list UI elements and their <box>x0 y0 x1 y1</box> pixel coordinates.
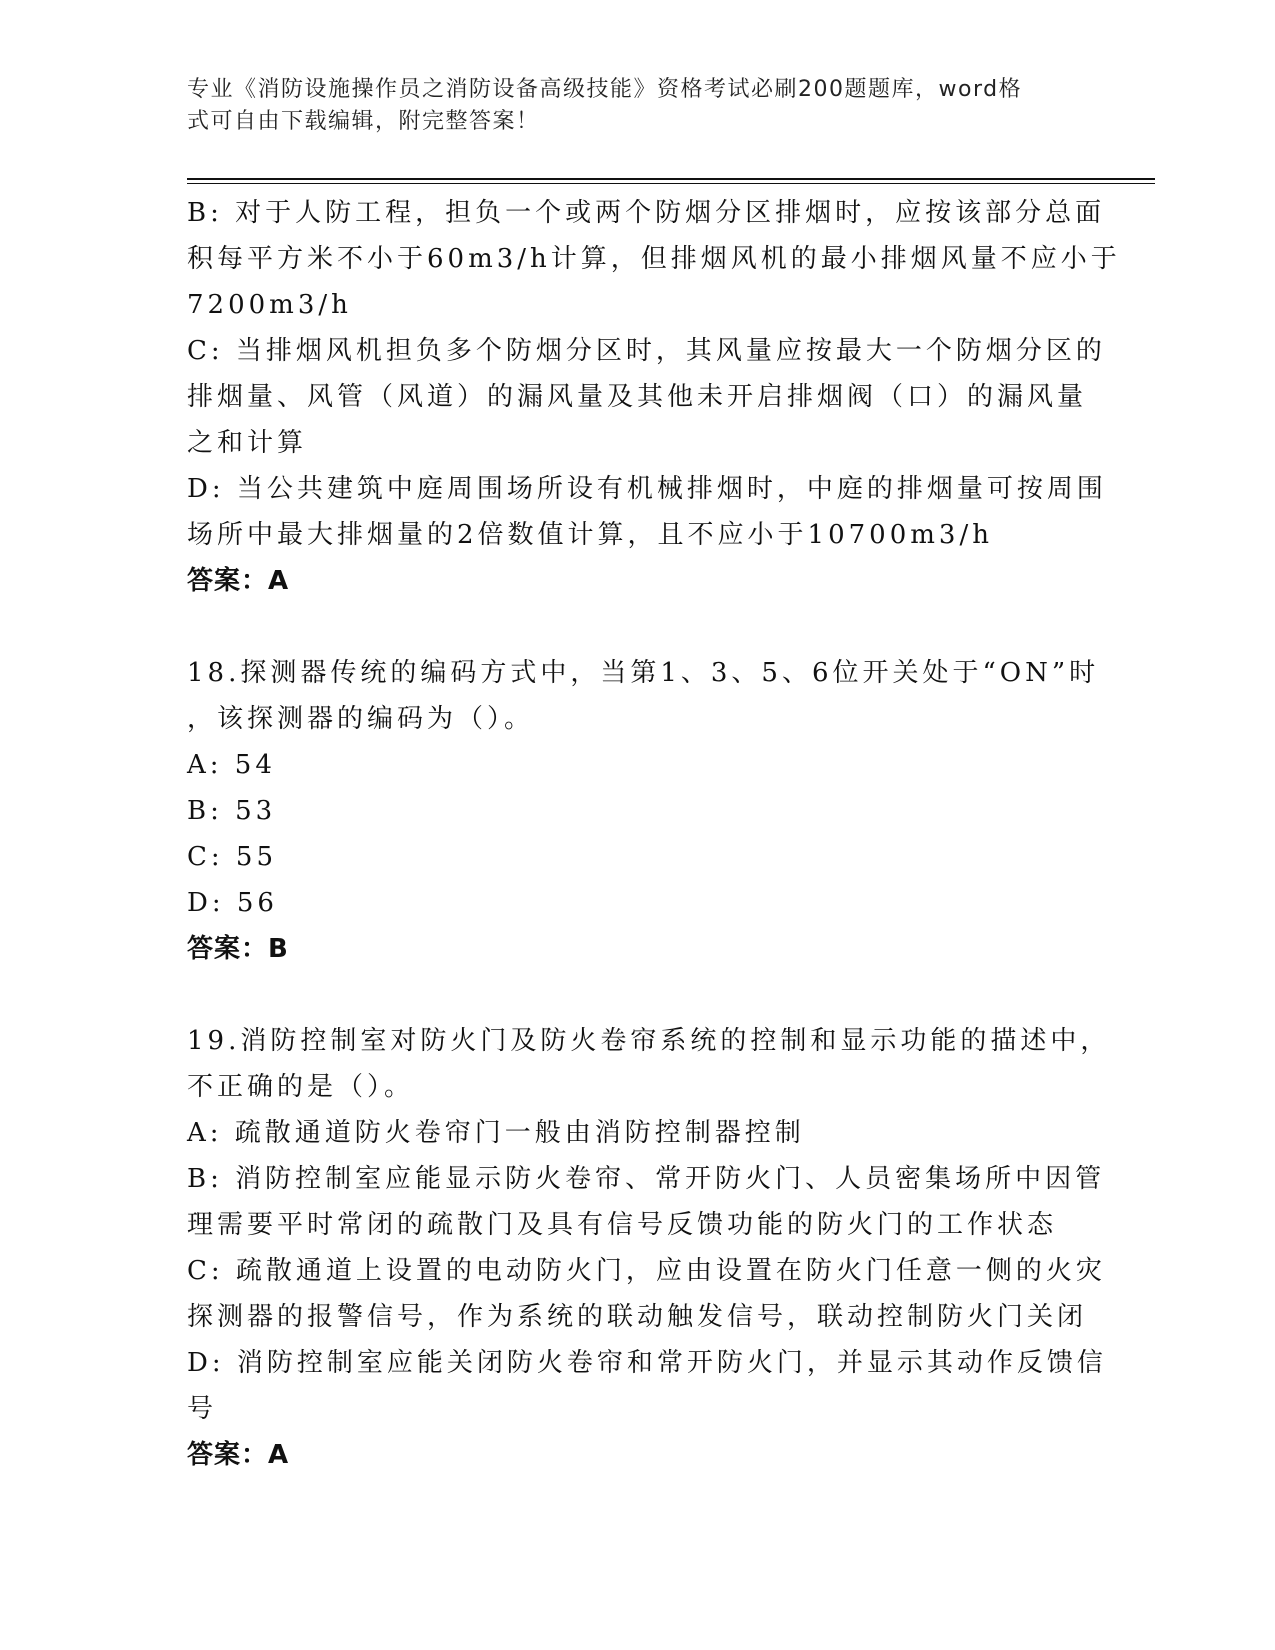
option-b-line: B: 消防控制室应能显示防火卷帘、常开防火门、人员密集场所中因管 <box>187 1164 1106 1194</box>
spacer <box>187 972 1087 1018</box>
question-stem-line: 18.探测器传统的编码方式中，当第1、3、5、6位开关处于“ON”时 <box>187 658 1100 688</box>
option-b-line: 积每平方米不小于60m3/h计算，但排烟风机的最小排烟风量不应小于 <box>187 244 1121 274</box>
option-b-line: B: 对于人防工程，担负一个或两个防烟分区排烟时，应按该部分总面 <box>187 198 1106 228</box>
header-divider <box>187 178 1155 180</box>
document-header <box>187 74 1067 138</box>
question-stem-line: ，该探测器的编码为（）。 <box>187 704 535 734</box>
question-18 <box>187 650 1100 972</box>
option-d-line: 场所中最大排烟量的2倍数值计算，且不应小于10700m3/h <box>187 520 993 550</box>
option-c-line: 探测器的报警信号，作为系统的联动触发信号，联动控制防火门关闭 <box>187 1302 1088 1332</box>
option-d: D: 56 <box>187 888 278 918</box>
prev-question <box>187 190 1121 604</box>
header-line: 专业《消防设施操作员之消防设备高级技能》资格考试必刷200题题库，word格 <box>187 77 1023 102</box>
question-content <box>187 190 1121 1478</box>
answer-label: 答案：A <box>187 1440 290 1470</box>
header-divider <box>187 183 1155 184</box>
option-a-line: A: 疏散通道防火卷帘门一般由消防控制器控制 <box>187 1118 805 1148</box>
option-c-line: C: 当排烟风机担负多个防烟分区时，其风量应按最大一个防烟分区的 <box>187 336 1106 366</box>
option-d-line: D: 当公共建筑中庭周围场所设有机械排烟时，中庭的排烟量可按周围 <box>187 474 1107 504</box>
option-a: A: 54 <box>187 750 276 780</box>
option-c: C: 55 <box>187 842 278 872</box>
spacer <box>187 604 1087 650</box>
option-b-line: 理需要平时常闭的疏散门及具有信号反馈功能的防火门的工作状态 <box>187 1210 1058 1240</box>
question-stem-line: 19.消防控制室对防火门及防火卷帘系统的控制和显示功能的描述中， <box>187 1026 1111 1056</box>
option-c-line: C: 疏散通道上设置的电动防火门，应由设置在防火门任意一侧的火灾 <box>187 1256 1106 1286</box>
question-stem-line: 不正确的是（）。 <box>187 1072 415 1102</box>
option-b: B: 53 <box>187 796 277 826</box>
option-d-line: 号 <box>187 1394 218 1424</box>
header-line: 式可自由下载编辑，附完整答案！ <box>187 109 540 134</box>
option-b-line: 7200m3/h <box>187 290 352 320</box>
option-c-line: 之和计算 <box>187 428 308 458</box>
option-c-line: 排烟量、风管（风道）的漏风量及其他未开启排烟阀（口）的漏风量 <box>187 382 1088 412</box>
answer-label: 答案：B <box>187 934 289 964</box>
question-19 <box>187 1018 1111 1478</box>
answer-label: 答案：A <box>187 566 290 596</box>
option-d-line: D: 消防控制室应能关闭防火卷帘和常开防火门，并显示其动作反馈信 <box>187 1348 1107 1378</box>
